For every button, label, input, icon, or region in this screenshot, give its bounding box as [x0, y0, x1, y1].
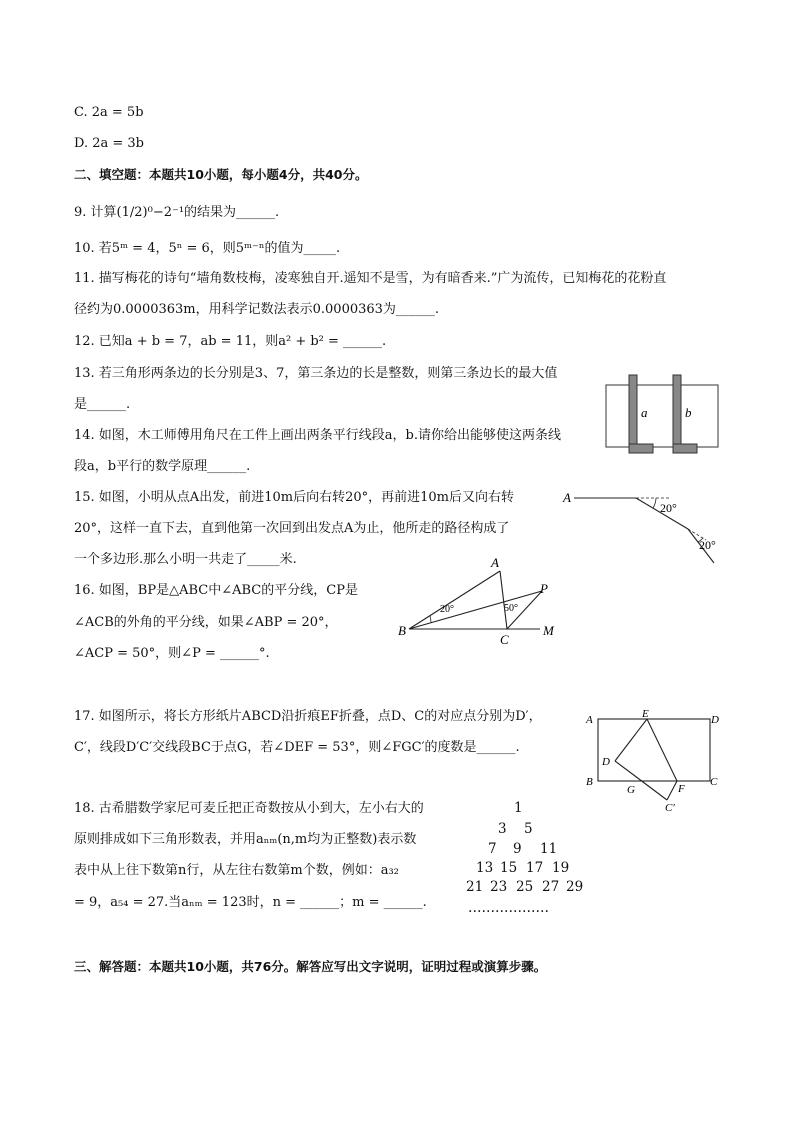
label-D: D [711, 714, 719, 726]
label-C: C [500, 632, 509, 647]
angle-abp-label: 20° [440, 604, 454, 615]
section-3-heading: 三、解答题：本题共10小题，共76分。解答应写出文字说明，证明过程或演算步骤。 [74, 959, 547, 974]
question-15-line1: 15. 如图，小明从点A出发，前进10m后向右转20°，再前进10m后又向右转 [74, 490, 514, 505]
label-D-prime: D [602, 756, 610, 768]
continuation-dots: ……………… [468, 900, 549, 916]
label-a: a [641, 405, 648, 420]
label-F: F [678, 783, 685, 795]
question-17-line2: C′，线段D′C′交线段BC于点G，若∠DEF = 53°，则∠FGC′的度数是______. [74, 740, 520, 755]
label-E: E [642, 708, 649, 720]
label-B: B [398, 623, 406, 638]
question-18-line2: 原则排成如下三角形数表，并用aₙₘ(n,m均为正整数)表示数 [74, 832, 417, 847]
row4-n2: 15 [500, 860, 518, 876]
question-16-line3: ∠ACP = 50°，则∠P = ______°. [74, 646, 270, 661]
label-P: P [540, 581, 548, 596]
figure-q14-square [600, 370, 730, 460]
row2-n1: 3 [498, 821, 507, 837]
row4-n4: 19 [552, 860, 570, 876]
figure-q16-triangle [395, 555, 565, 650]
question-17-line1: 17. 如图所示，将长方形纸片ABCD沿折痕EF折叠，点D、C的对应点分别为D′， [74, 709, 542, 724]
question-18-line4: = 9，a₅₄ = 27.当aₙₘ = 123时，n = ______；m = ______. [74, 895, 427, 910]
angle-label-1: 20° [660, 501, 677, 515]
row1-n1: 1 [514, 800, 523, 816]
question-11-line1: 11. 描写梅花的诗句“墙角数枝梅，凌寒独自开.遥知不是雪，为有暗香来.”广为流传，已知梅花的花粉直 [74, 271, 667, 286]
row2-n2: 5 [524, 821, 533, 837]
option-c: C. 2a = 5b [74, 105, 144, 120]
label-b: b [685, 405, 692, 420]
label-M: M [543, 623, 554, 638]
label-B: B [586, 776, 593, 788]
row5-n5: 29 [566, 879, 584, 895]
question-13-line1: 13. 若三角形两条边的长分别是3、7，第三条边的长是整数，则第三条边长的最大值 [74, 366, 558, 381]
question-14-line2: 段a，b平行的数学原理______. [74, 459, 251, 474]
section-2-heading: 二、填空题：本题共10小题，每小题4分，共40分。 [74, 167, 368, 182]
label-A: A [563, 490, 571, 505]
square-a-blade [629, 375, 637, 449]
square-b-blade [673, 375, 681, 449]
label-G: G [627, 784, 635, 796]
label-A: A [586, 714, 593, 726]
question-18-line1: 18. 古希腊数学家尼可麦丘把正奇数按从小到大，左小右大的 [74, 801, 424, 816]
question-10: 10. 若5ᵐ = 4，5ⁿ = 6，则5ᵐ⁻ⁿ的值为_____. [74, 241, 341, 256]
question-12: 12. 已知a + b = 7，ab = 11，则a² + b² = ______. [74, 334, 387, 349]
row3-n2: 9 [513, 841, 522, 857]
row5-n3: 25 [516, 879, 534, 895]
label-C: C [710, 776, 718, 788]
question-9: 9. 计算(1/2)⁰−2⁻¹的结果为______. [74, 205, 280, 220]
row4-n3: 17 [526, 860, 544, 876]
row3-n1: 7 [488, 841, 497, 857]
question-15-line2: 20°，这样一直下去，直到他第一次回到出发点A为止，他所走的路径构成了 [74, 521, 510, 536]
figure-q15-path [560, 485, 720, 570]
square-a-foot [629, 444, 653, 453]
angle-label-2: 20° [699, 538, 716, 552]
row5-n4: 27 [542, 879, 560, 895]
question-13-line2: 是______. [74, 397, 131, 412]
row3-n3: 11 [540, 841, 558, 857]
row5-n1: 21 [466, 879, 484, 895]
question-15-line3: 一个多边形.那么小明一共走了_____米. [74, 552, 297, 567]
label-A: A [491, 555, 499, 570]
question-16-line2: ∠ACB的外角的平分线，如果∠ABP = 20°， [74, 615, 338, 630]
question-11-line2: 径约为0.0000363m，用科学记数法表示0.0000363为______. [74, 302, 440, 317]
workpiece-rect [606, 385, 718, 447]
row5-n2: 23 [490, 879, 508, 895]
question-14-line1: 14. 如图，木工师傅用角尺在工件上画出两条平行线段a，b.请你给出能够使这两条线 [74, 428, 562, 443]
question-16-line1: 16. 如图，BP是△ABC中∠ABC的平分线，CP是 [74, 583, 358, 598]
row4-n1: 13 [476, 860, 494, 876]
question-18-line3: 表中从上往下数第n行，从左往右数第m个数，例如：a₃₂ [74, 863, 399, 878]
label-C-prime: C′ [665, 802, 675, 814]
angle-acp-label: 50° [504, 603, 518, 614]
figure-q17-fold [582, 705, 722, 815]
option-d: D. 2a = 3b [74, 136, 144, 151]
square-b-foot [673, 444, 697, 453]
